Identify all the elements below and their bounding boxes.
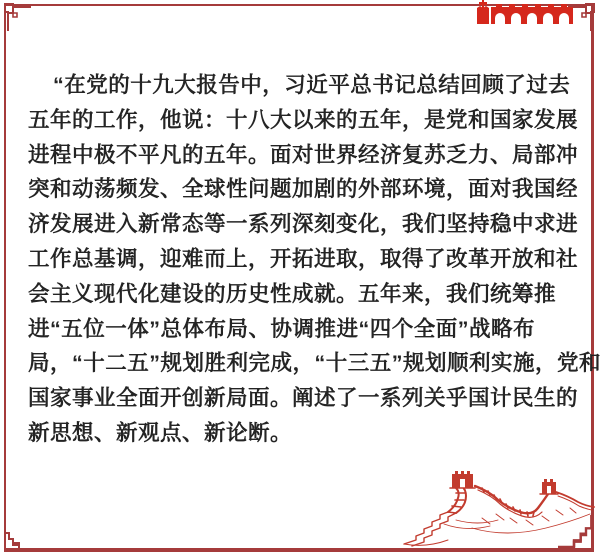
paragraph-line: 会主义现代化建设的历史性成就。五年来，我们统筹推 [28,281,557,306]
corner-ornament-bottom-left-icon [1,525,31,555]
paragraph-line: 新思想、新观点、新论断。 [28,420,293,445]
great-wall-sketch-icon [386,462,598,550]
great-wall-banner-icon [469,0,575,24]
paragraph-line: 济发展进入新常态等一系列深刻变化，我们坚持稳中求进 [28,212,579,237]
paragraph-line: 国家事业全面开创新局面。阐述了一系列关乎国计民生的 [28,386,579,411]
paragraph [28,68,602,451]
paragraph-line: 进“五位一体”总体布局、协调推进“四个全面”战略布 [28,316,536,341]
paragraph-line: 五年的工作，他说：十八大以来的五年，是党和国家发展 [28,107,579,132]
corner-ornament-top-left-icon [1,1,31,31]
paragraph-line: 进程中极不平凡的五年。面对世界经济复苏乏力、局部冲 [28,142,579,167]
paragraph-line: 局，“十二五”规划胜利完成，“十三五”规划顺利实施，党和 [28,351,602,376]
paragraph-line: 工作总基调，迎难而上，开拓进取，取得了改革开放和社 [28,246,579,271]
paragraph-line: 突和动荡频发、全球性问题加剧的外部环境，面对我国经 [28,177,579,202]
paragraph-line: “在党的十九大报告中，习近平总书记总结回顾了过去 [53,73,571,97]
